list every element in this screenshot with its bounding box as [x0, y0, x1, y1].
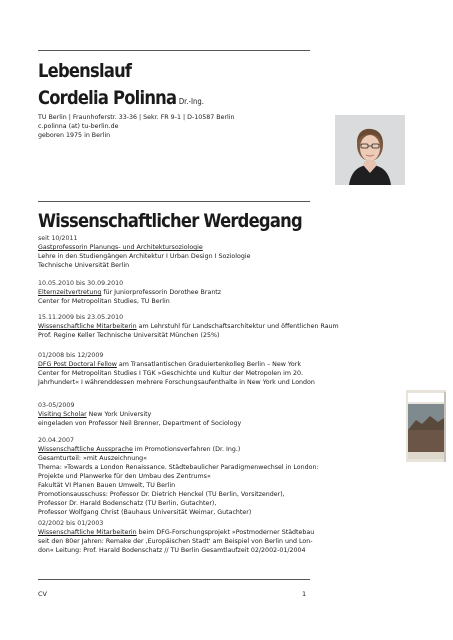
entry-line: Center for Metropolitan Studies, TU Berlin: [38, 298, 170, 305]
entry-title-line: [38, 528, 314, 537]
entry-title-rest: am Transatlantischen Graduiertenkolleg Berlin – New York: [116, 361, 302, 368]
person-title-suffix: Dr.-Ing.: [178, 97, 204, 106]
section-rule: [38, 201, 310, 202]
page-title: Lebenslauf: [38, 60, 132, 82]
top-rule: [38, 50, 310, 51]
entry-date: 01/2008 bis 12/2009: [38, 352, 104, 359]
entry-title-line: [38, 360, 315, 369]
entry-title-line: [38, 243, 250, 252]
address: TU Berlin | Fraunhoferstr. 33-36 | Sekr. FR 9-1 | D-10587 Berlin: [38, 114, 235, 121]
section-heading: Wissenschaftlicher Werdegang: [38, 210, 302, 232]
footer-rule: [38, 579, 310, 580]
entry-line: Promotionsausschuss: Professor Dr. Dietrich Henckel (TU Berlin, Vorsitzender),: [38, 491, 285, 498]
entry-line: Prof. Regine Keller Technische Universität München (25%): [38, 332, 220, 339]
entry-date: 02/2002 bis 01/2003: [38, 520, 104, 527]
entry-title: Wissenschaftliche Mitarbeiterin: [38, 323, 137, 330]
entry-title: Wissenschaftliche Mitarbeiterin: [38, 529, 137, 536]
entry-line: seit den 80er Jahren: Remake der ‚Europäischen Stadt' am Beispiel von Berlin und Lon-: [38, 538, 313, 545]
entry-title-line: [38, 322, 339, 331]
entry-title-line: [38, 288, 221, 297]
book-cover-image: [406, 390, 446, 462]
entry-title: Gastprofessorin Planungs- und Architektursoziologie: [38, 244, 203, 251]
entry-line: Professor Wolfgang Christ (Bauhaus Universität Weimar, Gutachter): [38, 509, 252, 516]
career-entry-1: [38, 279, 221, 306]
contact-block: [38, 113, 235, 140]
entry-title: Elternzeitvertretung: [38, 289, 102, 296]
entry-title-line: [38, 445, 319, 454]
career-entry-2: [38, 313, 339, 340]
entry-date: seit 10/2011: [38, 235, 78, 242]
entry-line: Professor Dr. Harald Bodenschatz (TU Berlin, Gutachter),: [38, 500, 217, 507]
entry-date: 15.11.2009 bis 23.05.2010: [38, 314, 124, 321]
career-entry-3: [38, 351, 315, 387]
person-name-text: Cordelia Polinna: [38, 87, 177, 109]
entry-title: Wissenschaftliche Aussprache: [38, 446, 133, 453]
entry-line: Fakultät VI Planen Bauen Umwelt, TU Berlin: [38, 482, 176, 489]
entry-title-rest: am Lehrstuhl für Landschaftsarchitektur und öffentlichen Raum: [136, 323, 339, 330]
career-entry-6: [38, 519, 314, 555]
entry-line: Lehre in den Studiengängen Architektur I Urban Design I Soziologie: [38, 253, 251, 260]
page-number: 1: [302, 590, 307, 598]
entry-title-rest: New York University: [86, 411, 152, 418]
footer-label: CV: [38, 590, 47, 598]
career-entry-0: [38, 234, 250, 270]
entry-title-rest: im Promotionsverfahren (Dr. Ing.): [132, 446, 241, 453]
entry-line: Projekte und Planwerke für den Umbau des Zentrums«: [38, 473, 211, 480]
entry-line: eingeladen von Professor Neil Brenner, Department of Sociology: [38, 420, 242, 427]
career-entry-4: [38, 401, 241, 428]
entry-line: Center for Metropolitan Studies I TGK »Geschichte und Kultur der Metropolen im 20.: [38, 370, 304, 377]
entry-title-line: [38, 410, 241, 419]
entry-title-rest: beim DFG-Forschungsprojekt »Postmoderner Städtebau: [136, 529, 315, 536]
entry-title: Visiting Scholar: [38, 411, 87, 418]
career-entry-5: [38, 436, 319, 517]
entry-line: don« Leitung: Prof. Harald Bodenschatz // TU Berlin Gesamtlaufzeit 02/2002-01/2004: [38, 547, 306, 554]
portrait-photo: [335, 115, 405, 185]
person-name: [38, 87, 204, 113]
entry-date: 03-05/2009: [38, 402, 75, 409]
entry-date: 20.04.2007: [38, 437, 75, 444]
entry-date: 10.05.2010 bis 30.09.2010: [38, 280, 124, 287]
entry-line: Gesamturteil: »mit Auszeichnung«: [38, 455, 148, 462]
entry-line: Thema: »Towards a London Renaissance. Städtebaulicher Paradigmenwechsel in London:: [38, 464, 319, 471]
email[interactable]: c.polinna (at) tu-berlin.de: [38, 123, 119, 130]
entry-line: Technische Universität Berlin: [38, 262, 130, 269]
entry-title: DFG Post Doctoral Fellow: [38, 361, 117, 368]
entry-title-rest: für Juniorprofessorin Dorothee Brantz: [101, 289, 222, 296]
entry-line: Jahrhundert« I währenddessen mehrere Forschungsaufenthalte in New York und London: [38, 379, 315, 386]
birth-info: geboren 1975 in Berlin: [38, 132, 111, 139]
